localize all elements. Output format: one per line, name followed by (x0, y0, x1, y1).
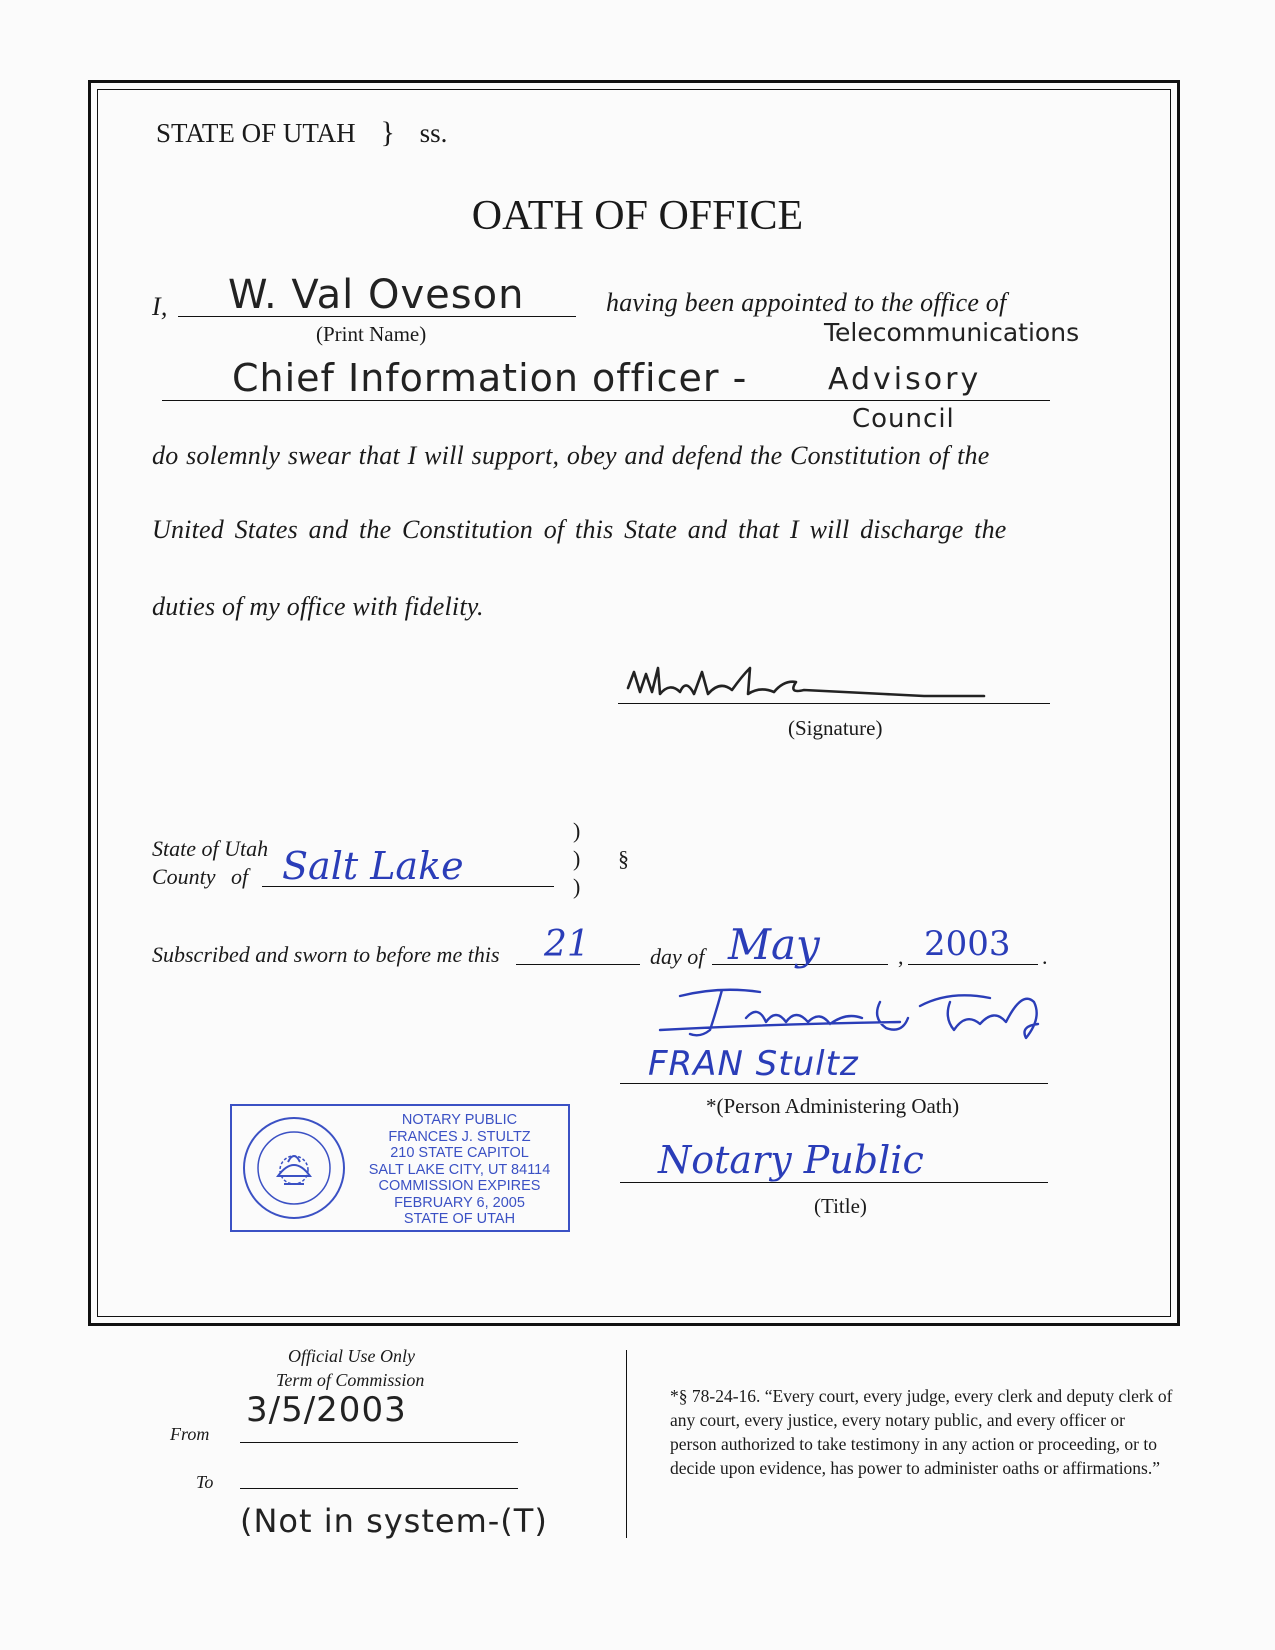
to-underline (240, 1488, 518, 1489)
office-upper: Telecommunications (824, 318, 1080, 347)
name-underline (178, 316, 576, 317)
signature-underline (618, 703, 1050, 704)
state-seal-icon (240, 1114, 348, 1222)
county-of-label: County of (152, 864, 249, 889)
title-value: Notary Public (658, 1138, 924, 1182)
county-value: Salt Lake (282, 844, 464, 888)
year-comma: , (898, 944, 904, 969)
venue-paren-3: ) (573, 874, 581, 899)
venue-paren-1: ) (573, 818, 581, 843)
stamp-line: NOTARY PUBLIC (401, 1112, 518, 1128)
printed-name: W. Val Oveson (228, 272, 525, 318)
title-underline (620, 1182, 1048, 1183)
administrator-underline (620, 1083, 1048, 1084)
stamp-line: FEBRUARY 6, 2005 (394, 1194, 525, 1211)
ss-label: ss. (419, 118, 448, 148)
signature-caption: (Signature) (788, 716, 883, 740)
from-label: From (170, 1424, 210, 1444)
stamp-line: COMMISSION EXPIRES (378, 1178, 541, 1194)
state-heading (156, 116, 447, 150)
vertical-divider (626, 1350, 627, 1538)
stamp-text (352, 1112, 567, 1228)
year-value: 2003 (924, 924, 1011, 964)
office-right: Advisory (828, 362, 982, 397)
oath-line-1: do solemnly swear that I will support, obey and defend the Constitution of the (152, 441, 990, 470)
term-heading: Term of Commission (276, 1370, 425, 1390)
venue-paren-2: ) (573, 846, 581, 871)
day-of-label: day of (650, 944, 705, 969)
statute-footnote: *§ 78-24-16. “Every court, every judge, every clerk and deputy clerk of any court, every justice, every notary public, and every officer or person authorized to take testimony in any action or proceeding, or to decide upon evidence, has power to administer oaths or affirmations.” (670, 1386, 1173, 1478)
stamp-line: SALT LAKE CITY, UT 84114 (368, 1161, 551, 1178)
signature-scribble-icon (624, 658, 1024, 708)
office-lower: Council (852, 404, 955, 434)
administrator-printed: FRAN Stultz (648, 1044, 859, 1084)
state-line: STATE OF UTAH (156, 118, 356, 148)
year-period: . (1042, 944, 1048, 969)
stamp-line: 210 STATE CAPITOL (390, 1145, 529, 1161)
appointed-text: having been appointed to the office of (606, 288, 1007, 317)
office-underline (162, 400, 1050, 401)
from-value: 3/5/2003 (246, 1390, 407, 1430)
year-underline (908, 964, 1038, 965)
oath-line-3: duties of my office with fidelity. (152, 592, 484, 621)
page-title: OATH OF OFFICE (471, 193, 804, 239)
i-label: I, (152, 292, 168, 321)
administrator-caption: *(Person Administering Oath) (706, 1094, 960, 1118)
title-caption: (Title) (814, 1194, 867, 1218)
print-name-caption: (Print Name) (316, 322, 427, 346)
oath-line-2: United States and the Constitution of this State and that I will discharge the (152, 515, 1007, 544)
to-value: (Not in system-(T) (240, 1502, 548, 1540)
brace: } (380, 116, 395, 149)
office-line: Chief Information officer - (232, 356, 748, 400)
from-underline (240, 1442, 518, 1443)
stamp-line: FRANCES J. STULTZ (388, 1128, 531, 1145)
notary-stamp (230, 1104, 570, 1232)
stamp-line: STATE OF UTAH (403, 1211, 516, 1227)
county-underline (262, 886, 554, 887)
subscribed-lead: Subscribed and sworn to before me this (152, 942, 500, 967)
to-label: To (196, 1472, 214, 1492)
section-symbol: § (618, 846, 629, 871)
month-value: May (728, 920, 820, 969)
day-value: 21 (544, 924, 590, 965)
official-use-heading: Official Use Only (288, 1346, 415, 1366)
state-of-utah-label: State of Utah (152, 836, 269, 861)
